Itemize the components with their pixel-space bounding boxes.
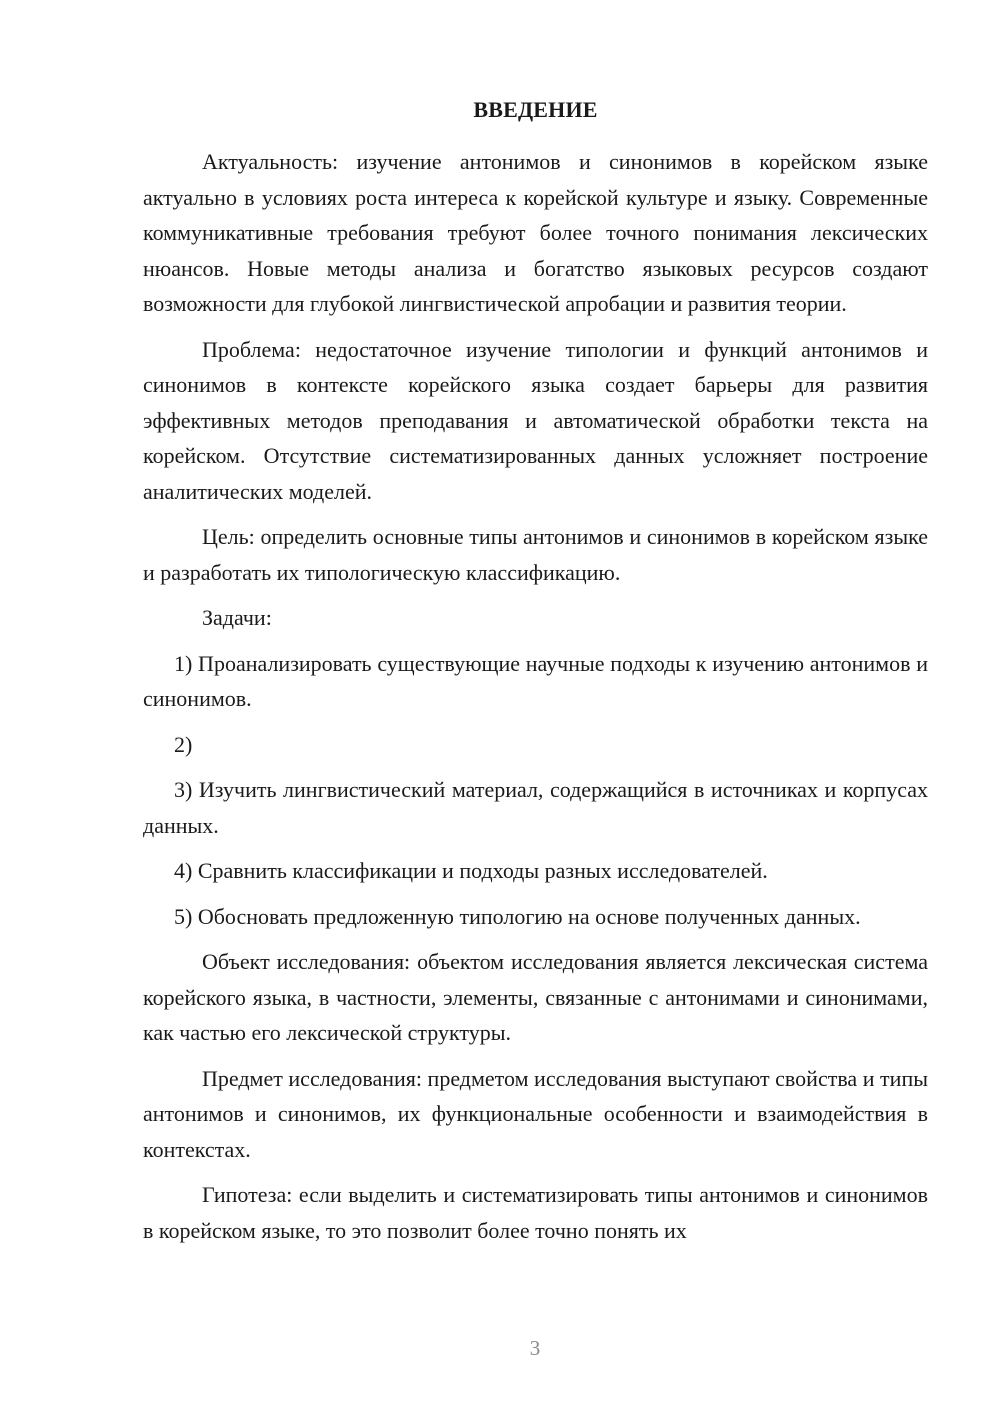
relevance-paragraph: Актуальность: изучение антонимов и синонимов в корейском языке актуально в условиях роста интереса к корейской культуре и языку. Современные коммуникативные требования требуют более точного понимания лексических нюансов. Новые методы анализа и богатство языковых ресурсов создают возможности для глубокой лингвистической апробации и развития теории. [143, 149, 928, 316]
subject-paragraph: Предмет исследования: предметом исследования выступают свойства и типы антонимов и синонимов, их функциональные особенности и взаимодействия в контекстах. [143, 1065, 928, 1162]
object-paragraph: Объект исследования: объектом исследования является лексическая система корейского языка, в частности, элементы, связанные с антонимами и синонимами, как частью его лексической структуры. [143, 949, 928, 1045]
task-item: 3) Изучить лингвистический материал, содержащийся в источниках и корпусах данных. [143, 777, 928, 838]
problem-paragraph: Проблема: недостаточное изучение типологии и функций антонимов и синонимов в контексте корейского языка создает барьеры для развития эффективных методов преподавания и автоматической обработки текста на корейском. Отсутствие систематизированных данных усложняет построение аналитических моделей. [143, 336, 928, 504]
page-number: 3 [529, 1336, 541, 1360]
goal-paragraph: Цель: определить основные типы антонимов и синонимов в корейском языке и разработать их типологическую классификацию. [143, 524, 928, 585]
task-item: 5) Обосновать предложенную типологию на основе полученных данных. [174, 903, 861, 929]
document-body [143, 144, 928, 1258]
task-item: 4) Сравнить классификации и подходы разных исследователей. [174, 858, 768, 883]
hypothesis-paragraph: Гипотеза: если выделить и систематизировать типы антонимов и синонимов в корейском языке, то это позволит более точно понять их [143, 1182, 928, 1243]
task-item: 2) [174, 731, 193, 757]
section-heading: ВВЕДЕНИЕ [473, 97, 598, 122]
task-item: 1) Проанализировать существующие научные подходы к изучению антонимов и синонимов. [143, 650, 928, 711]
tasks-heading: Задачи: [202, 605, 272, 630]
